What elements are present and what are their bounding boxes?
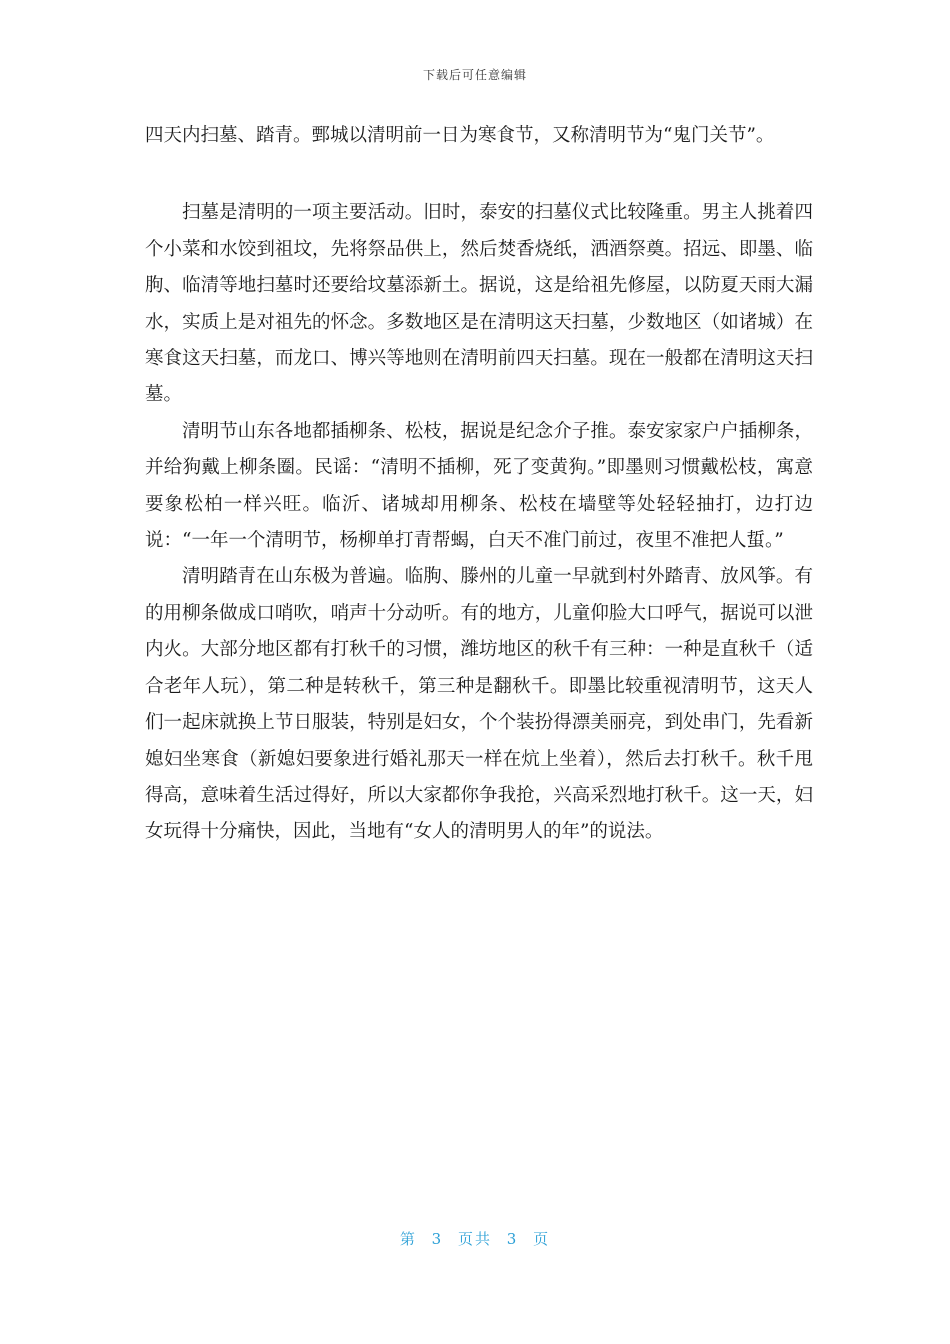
page-footer: 第 3 页共 3 页	[399, 1230, 551, 1248]
paragraph-tomb-sweeping: 扫墓是清明的一项主要活动。旧时，泰安的扫墓仪式比较隆重。男主人挑着四个小菜和水饺到祖坟，先将祭品供上，然后焚香烧纸，洒酒祭奠。招远、即墨、临朐、临清等地扫墓时还要给坟墓添新土。据说，这是给祖先修屋，以防夏天雨大漏水，实质上是对祖先的怀念。多数地区是在清明这天扫墓，少数地区（如诸城）在寒食这天扫墓，而龙口、博兴等地则在清明前四天扫墓。现在一般都在清明这天扫墓。	[145, 202, 813, 406]
paragraph-gap	[145, 154, 813, 195]
document-body	[145, 118, 813, 851]
paragraph-spring-outing: 清明踏青在山东极为普遍。临朐、滕州的儿童一早就到村外踏青、放风筝。有的用柳条做成口哨吹，哨声十分动听。有的地方，儿童仰脸大口呼气，据说可以泄内火。大部分地区都有打秋千的习惯，潍坊地区的秋千有三种：一种是直秋千（适合老年人玩），第二种是转秋千，第三种是翻秋千。即墨比较重视清明节，这天人们一起床就换上节日服装，特别是妇女，个个装扮得漂美丽亮，到处串门，先看新媳妇坐寒食（新媳妇要象进行婚礼那天一样在炕上坐着），然后去打秋千。秋千甩得高，意味着生活过得好，所以大家都你争我抢，兴高采烈地打秋千。这一天，妇女玩得十分痛快，因此，当地有“女人的清明男人的年”的说法。	[145, 566, 813, 843]
paragraph-willow-branches: 清明节山东各地都插柳条、松枝，据说是纪念介子推。泰安家家户户插柳条，并给狗戴上柳条圈。民谣：“清明不插柳，死了变黄狗。”即墨则习惯戴松枝，寓意要象松柏一样兴旺。临沂、诸城却用柳条、松枝在墙壁等处轻轻抽打，边打边说：“一年一个清明节，杨柳单打青帮蝎，白天不准门前过，夜里不准把人蜇。”	[145, 420, 813, 552]
paragraph-continuation: 四天内扫墓、踏青。鄄城以清明前一日为寒食节，又称清明节为“鬼门关节”。	[145, 125, 775, 146]
page-header: 下载后可任意编辑	[422, 68, 527, 82]
